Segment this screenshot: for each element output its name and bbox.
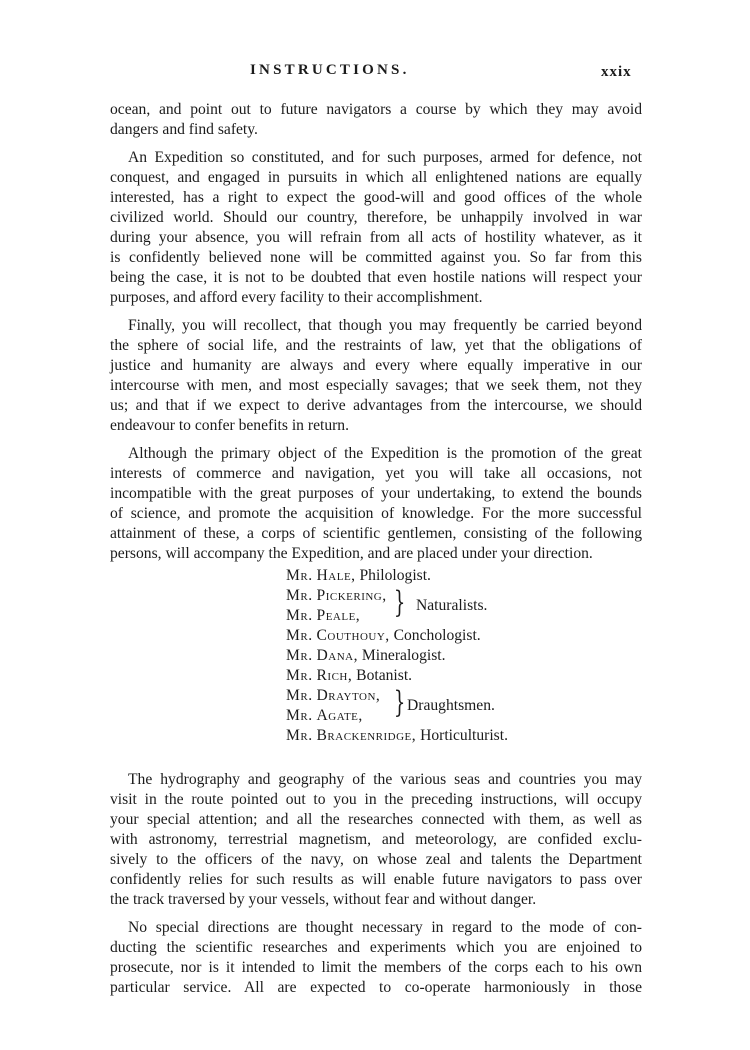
brace-glyph: }	[393, 685, 406, 720]
text-line: purposes, and afford every facility to their accomplishment.	[110, 289, 483, 306]
body-text-bottom	[110, 770, 642, 1006]
text-line: us; and that if we expect to derive advantages from the intercourse, we should	[110, 397, 642, 414]
group-role-naturalists: Naturalists.	[416, 597, 488, 614]
text-line: being the case, it is not to be doubted that even hostile nations will respect your	[110, 269, 642, 286]
members-list	[286, 566, 606, 746]
text-line: your special attention; and all the researches connected with them, as well as	[110, 811, 642, 828]
text-line: prosecute, nor is it intended to limit the members of the corps each to his own	[110, 959, 642, 976]
member-name: Peale,	[316, 607, 361, 624]
text-line: persons, will accompany the Expedition, and are placed under your direction.	[110, 545, 593, 562]
member-role: Mineralogist.	[361, 647, 446, 664]
member-name: Pickering,	[316, 587, 387, 604]
text-line: attainment of these, a corps of scientific gentlemen, consisting of the following	[110, 525, 642, 542]
member-dana	[286, 646, 606, 666]
member-title: Mr.	[286, 587, 313, 604]
member-title: Mr.	[286, 667, 313, 684]
text-line: No special directions are thought necessary in regard to the mode of con-	[128, 919, 642, 936]
body-text-top	[110, 100, 642, 572]
text-line: is confidently believed none will be committed against you. So far from this	[110, 249, 642, 266]
text-line: ocean, and point out to future navigators a course by which they may avoid	[110, 101, 642, 118]
text-line: justice and humanity are always and every where equally imperative in our	[110, 357, 642, 374]
paragraph	[110, 444, 642, 564]
draughtsmen-group	[286, 686, 606, 726]
naturalists-group	[286, 586, 606, 626]
member-title: Mr.	[286, 727, 313, 744]
paragraph	[110, 316, 642, 436]
text-line: with astronomy, terrestrial magnetism, and meteorology, are confided exclu-	[110, 831, 642, 848]
page-header	[0, 62, 750, 86]
text-line: Although the primary object of the Expedition is the promotion of the great	[128, 445, 642, 462]
member-name: Rich,	[316, 667, 353, 684]
member-role: Philologist.	[359, 567, 431, 584]
text-line: visit in the route pointed out to you in the preceding instructions, will occupy	[110, 791, 642, 808]
text-line: conquest, and engaged in pursuits in which all enlightened nations are equally	[110, 169, 642, 186]
member-name: Brackenridge,	[316, 727, 417, 744]
member-name: Hale,	[316, 567, 356, 584]
paragraph	[110, 148, 642, 308]
text-line: the sphere of social life, and the restraints of law, yet that the obligations of	[110, 337, 642, 354]
member-role: Horticulturist.	[420, 727, 508, 744]
member-name: Drayton,	[316, 687, 381, 704]
member-title: Mr.	[286, 627, 313, 644]
member-name: Couthouy,	[316, 627, 390, 644]
text-line: dangers and find safety.	[110, 121, 258, 138]
member-title: Mr.	[286, 707, 313, 724]
member-role: Conchologist.	[393, 627, 481, 644]
text-line: interests of commerce and navigation, yet you will take all occasions, not	[110, 465, 642, 482]
member-brackenridge	[286, 726, 606, 746]
member-name: Dana,	[316, 647, 359, 664]
member-rich	[286, 666, 606, 686]
running-title: INSTRUCTIONS.	[250, 62, 410, 78]
text-line: the track traversed by your vessels, without fear and without danger.	[110, 891, 537, 908]
text-line: endeavour to confer benefits in return.	[110, 417, 350, 434]
member-title: Mr.	[286, 647, 313, 664]
text-line: confidently relies for such results as will enable future navigators to pass over	[110, 871, 642, 888]
paragraph	[110, 918, 642, 998]
text-line: The hydrography and geography of the various seas and countries you may	[128, 771, 642, 788]
text-line: civilized world. Should our country, therefore, be unhappily involved in war	[110, 209, 642, 226]
member-name: Agate,	[316, 707, 363, 724]
text-line: ducting the scientific researches and experiments which you are enjoined to	[110, 939, 642, 956]
text-line: incompatible with the great purposes of your undertaking, to extend the bounds	[110, 485, 642, 502]
member-hale	[286, 566, 606, 586]
member-role: Botanist.	[356, 667, 413, 684]
text-line: Finally, you will recollect, that though you may frequently be carried beyond	[128, 317, 642, 334]
brace-glyph: }	[393, 585, 406, 620]
member-title: Mr.	[286, 607, 313, 624]
member-title: Mr.	[286, 687, 313, 704]
text-line: during your absence, you will refrain from all acts of hostility whatever, as it	[110, 229, 642, 246]
group-role-draughtsmen: Draughtsmen.	[407, 697, 495, 714]
paragraph	[110, 100, 642, 140]
member-title: Mr.	[286, 567, 313, 584]
text-line: intercourse with men, and most especially savages; that we seek them, not they	[110, 377, 642, 394]
text-line: particular service. All are expected to co-operate harmoniously in those	[110, 979, 642, 996]
paragraph	[110, 770, 642, 910]
text-line: of science, and promote the acquisition of knowledge. For the more successful	[110, 505, 642, 522]
text-line: interested, has a right to expect the good-will and good offices of the whole	[110, 189, 642, 206]
text-line: An Expedition so constituted, and for such purposes, armed for defence, not	[128, 149, 642, 166]
text-line: sively to the officers of the navy, on whose zeal and talents the Department	[110, 851, 642, 868]
member-couthouy	[286, 626, 606, 646]
page-number: xxix	[601, 64, 632, 80]
